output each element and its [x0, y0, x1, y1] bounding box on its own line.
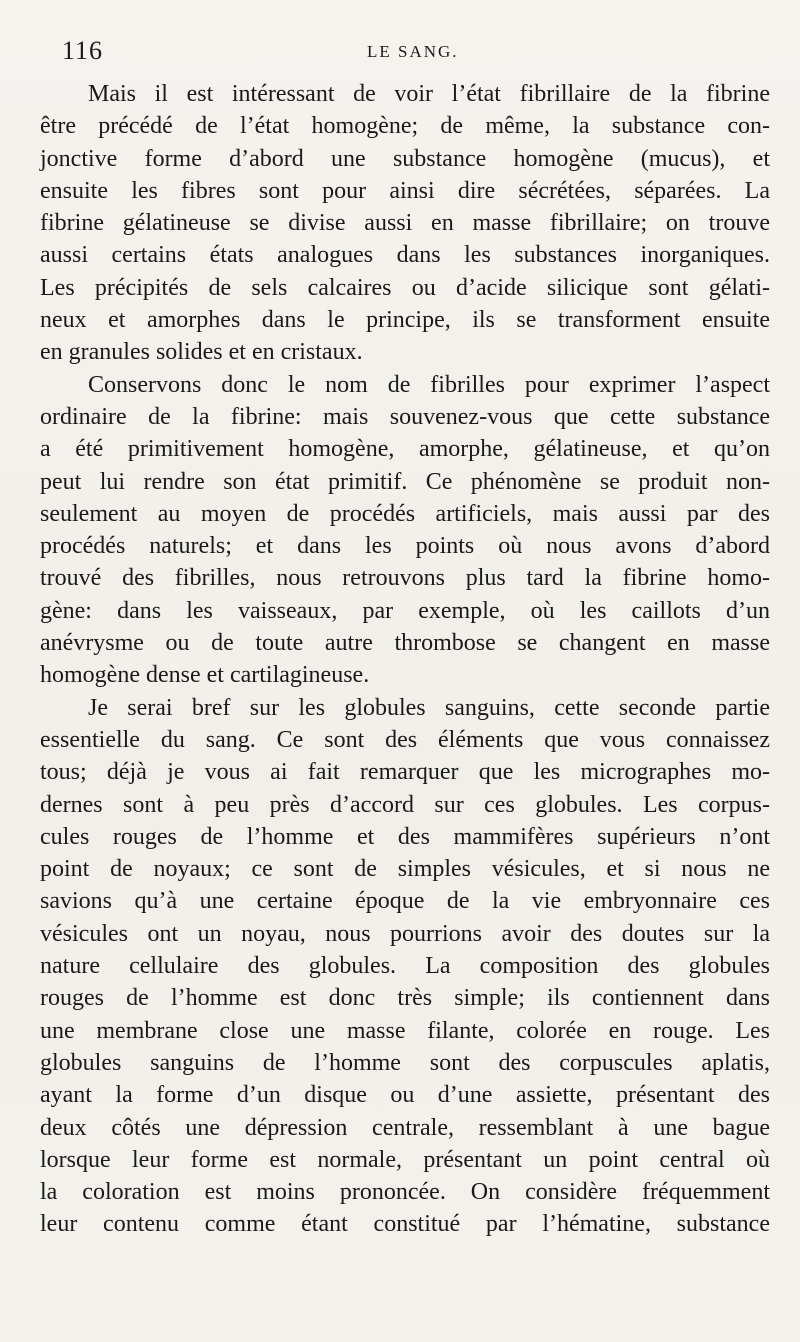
text-line: dernes sont à peu près d’accord sur ces globules. Les corpus-	[40, 791, 770, 818]
text-line: tous; déjà je vous ai fait remarquer que les micrographes mo-	[40, 759, 770, 786]
text-line: anévrysme ou de toute autre thrombose se changent en masse	[40, 630, 770, 657]
body-text	[30, 78, 770, 1241]
text-line: être précédé de l’état homogène; de même, la substance con-	[40, 113, 770, 140]
text-line: neux et amorphes dans le principe, ils se transforment ensuite	[40, 307, 770, 334]
text-line: Les précipités de sels calcaires ou d’acide silicique sont gélati-	[40, 274, 770, 301]
page-number: 116	[62, 36, 104, 65]
text-line: homogène dense et cartilagineuse.	[40, 662, 370, 689]
text-line: ensuite les fibres sont pour ainsi dire sécrétées, séparées. La	[40, 177, 770, 204]
text-line: ayant la forme d’un disque ou d’une assiette, présentant des	[40, 1082, 770, 1109]
text-line: procédés naturels; et dans les points où nous avons d’abord	[40, 533, 770, 560]
text-line: a été primitivement homogène, amorphe, gélatineuse, et qu’on	[40, 436, 770, 463]
text-line: savions qu’à une certaine époque de la vie embryonnaire ces	[40, 888, 770, 915]
running-title: LE SANG.	[367, 42, 459, 61]
text-line: rouges de l’homme est donc très simple; ils contiennent dans	[40, 985, 770, 1012]
text-line: leur contenu comme étant constitué par l’hématine, substance	[40, 1211, 770, 1238]
text-line: essentielle du sang. Ce sont des éléments que vous connaissez	[40, 726, 770, 753]
text-line: point de noyaux; ce sont de simples vésicules, et si nous ne	[40, 856, 770, 883]
text-line: lorsque leur forme est normale, présentant un point central où	[40, 1146, 770, 1173]
text-line: en granules solides et en cristaux.	[40, 339, 363, 366]
text-line: seulement au moyen de procédés artificiels, mais aussi par des	[40, 500, 770, 527]
text-line: fibrine gélatineuse se divise aussi en masse fibrillaire; on trouve	[40, 210, 770, 237]
text-line: deux côtés une dépression centrale, ressemblant à une bague	[40, 1114, 770, 1141]
text-line: nature cellulaire des globules. La composition des globules	[40, 953, 770, 980]
text-line: vésicules ont un noyau, nous pourrions avoir des doutes sur la	[40, 920, 770, 947]
text-line: ordinaire de la fibrine: mais souvenez-vous que cette substance	[40, 403, 770, 430]
text-line: la coloration est moins prononcée. On considère fréquemment	[40, 1179, 770, 1206]
running-head	[62, 36, 762, 66]
text-line: une membrane close une masse filante, colorée en rouge. Les	[40, 1017, 770, 1044]
text-line: Je serai bref sur les globules sanguins, cette seconde partie	[88, 694, 770, 721]
text-line: cules rouges de l’homme et des mammifères supérieurs n’ont	[40, 823, 770, 850]
text-line: trouvé des fibrilles, nous retrouvons plus tard la fibrine homo-	[40, 565, 770, 592]
text-line: globules sanguins de l’homme sont des corpuscules aplatis,	[40, 1049, 770, 1076]
text-line: Conservons donc le nom de fibrilles pour exprimer l’aspect	[88, 371, 770, 398]
text-line: jonctive forme d’abord une substance homogène (mucus), et	[40, 145, 770, 172]
text-line: aussi certains états analogues dans les substances inorganiques.	[40, 242, 770, 269]
text-line: gène: dans les vaisseaux, par exemple, où les caillots d’un	[40, 597, 770, 624]
text-line: Mais il est intéressant de voir l’état fibrillaire de la fibrine	[88, 81, 770, 107]
text-line: peut lui rendre son état primitif. Ce phénomène se produit non-	[40, 468, 770, 495]
